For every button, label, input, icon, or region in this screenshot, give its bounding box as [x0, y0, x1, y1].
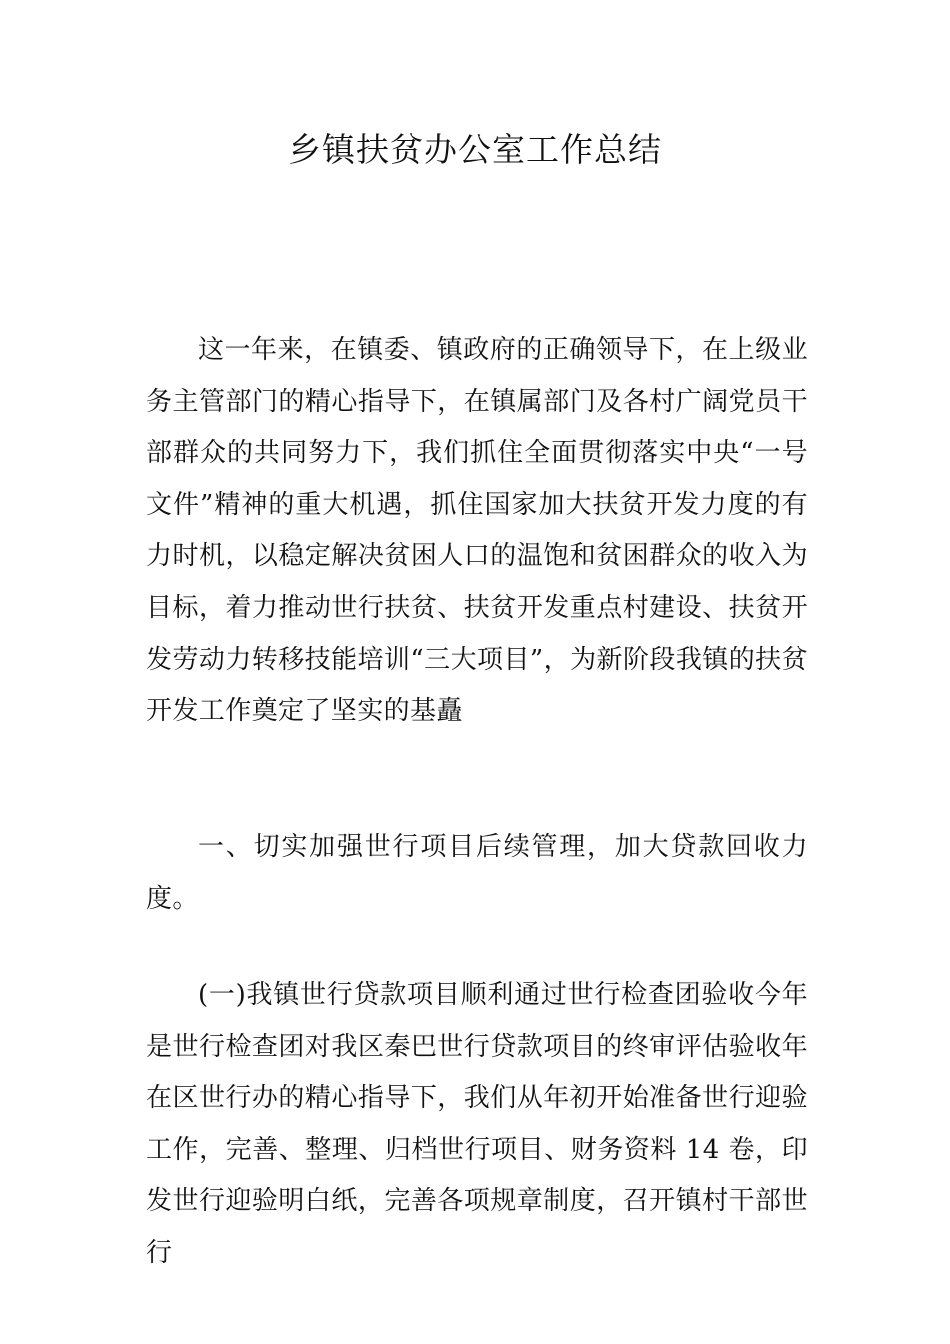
section-heading-1: 一、切实加强世行项目后续管理，加大贷款回收力度。: [146, 832, 808, 914]
paragraph-section-1-1: (一)我镇世行贷款项目顺利通过世行检查团验收今年是世行检查团对我区秦巴世行贷款项目的终审评估验收年在区世行办的精心指导下，我们从年初开始准备世行迎验工作，完善、整理、归档世行项目、财务资料 14 卷，印发世行迎验明白纸，完善各项规章制度，召开镇村干部世行: [146, 980, 808, 1268]
paragraph-intro: 这一年来，在镇委、镇政府的正确领导下，在上级业务主管部门的精心指导下，在镇属部门及各村广阔党员干部群众的共同努力下，我们抓住全面贯彻落实中央“一号文件”精神的重大机遇，抓住国家加大扶贫开发力度的有力时机，以稳定解决贫困人口的温饱和贫困群众的收入为目标，着力推动世行扶贫、扶贫开发重点村建设、扶贫开发劳动力转移技能培训“三大项目”，为新阶段我镇的扶贫开发工作奠定了坚实的基矗: [146, 335, 808, 727]
document-title: 乡镇扶贫办公室工作总结: [288, 130, 662, 169]
